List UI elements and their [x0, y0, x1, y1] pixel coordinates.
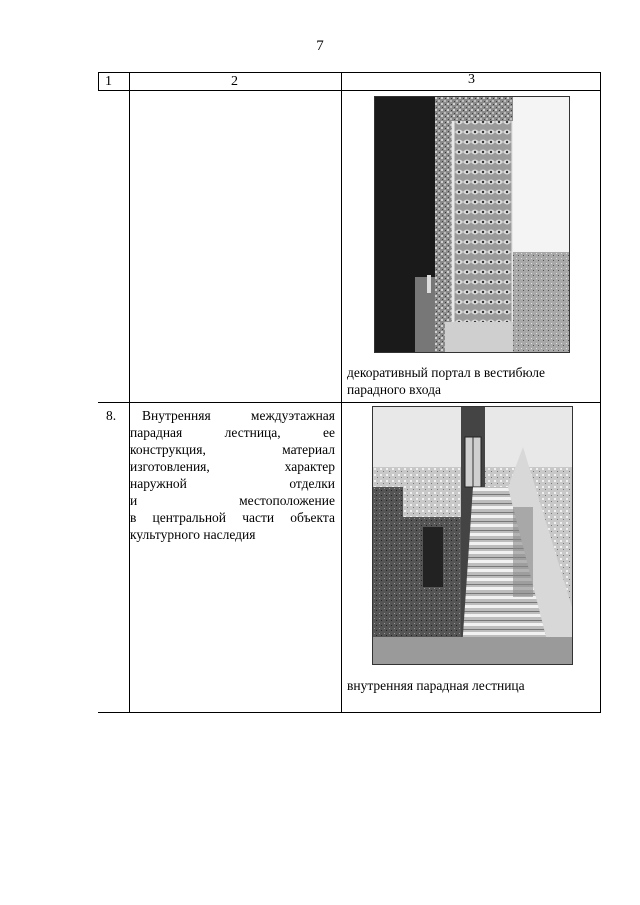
portal-photo-image: [375, 97, 569, 352]
description-line: Внутренняя междуэтажная: [142, 408, 335, 423]
portal-caption: [347, 364, 597, 398]
portal-photo: [374, 96, 570, 353]
row-description: [130, 407, 335, 543]
description-line: наружной отделки: [130, 476, 335, 491]
portal-caption-line-1: декоративный портал в вестибюле: [347, 365, 545, 380]
page-number: 7: [316, 38, 324, 54]
row-number: 8.: [106, 408, 117, 423]
description-line: парадная лестница, ее: [130, 425, 335, 440]
portal-caption-line-2: парадного входа: [347, 382, 441, 397]
description-line: и местоположение: [130, 493, 335, 508]
description-line: изготовления, характер: [130, 459, 335, 474]
description-line: в центральной части объекта: [130, 510, 335, 525]
header-col-3: 3: [468, 72, 475, 87]
staircase-caption: [347, 677, 597, 694]
description-line: конструкция, материал: [130, 442, 335, 457]
header-col-1: 1: [105, 74, 112, 89]
staircase-photo: [372, 406, 573, 665]
staircase-caption-line-1: внутренняя парадная лестница: [347, 678, 525, 693]
monument-table: [98, 72, 601, 712]
header-col-2: 2: [231, 74, 238, 89]
description-line: культурного наследия: [130, 527, 256, 542]
staircase-photo-image: [373, 407, 572, 664]
